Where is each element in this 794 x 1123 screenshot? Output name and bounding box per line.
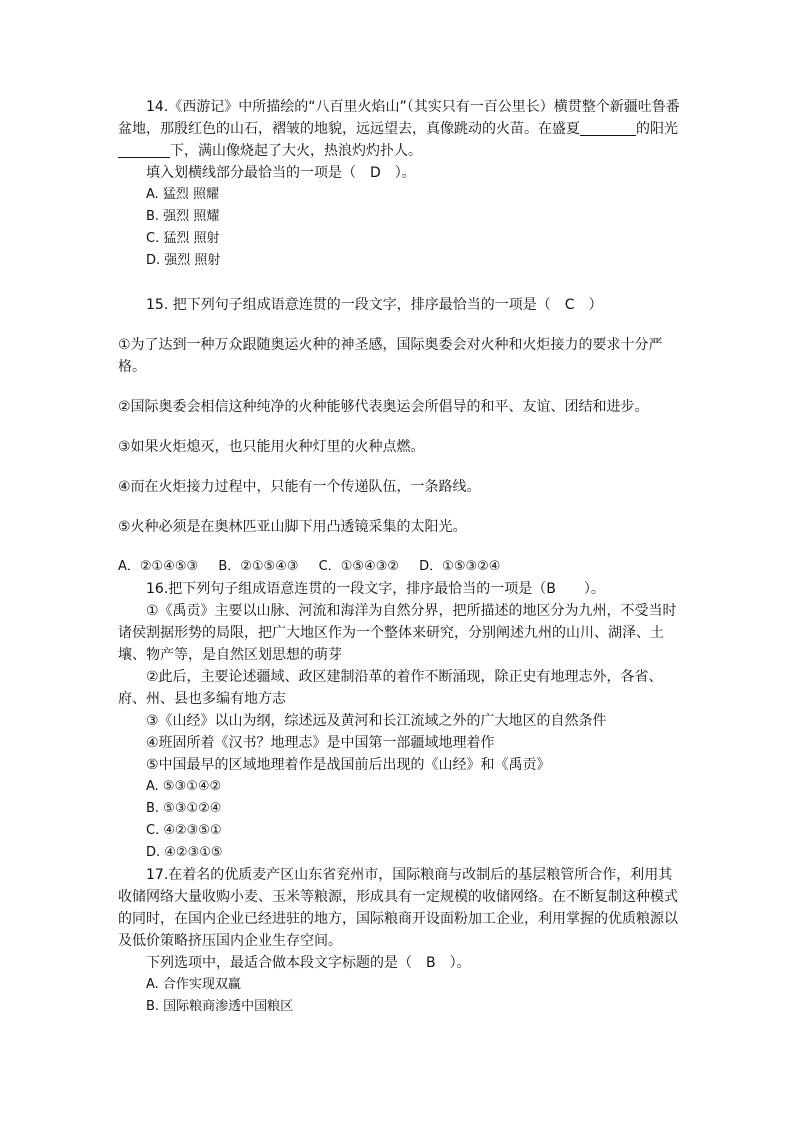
question-15-option-c: C．①⑤④③②	[318, 559, 400, 574]
question-15-option-d: D．①⑤③②④	[419, 559, 501, 574]
question-15-item-5: ⑤火种必须是在奥林匹亚山脚下用凸透镜采集的太阳光。	[118, 519, 467, 535]
question-14-stem	[118, 96, 680, 162]
question-16-item-3: ③《山经》以山为纲，综述远及黄河和长江流域之外的广大地区的自然条件	[146, 713, 607, 729]
spacer	[118, 418, 680, 436]
spacer	[118, 378, 680, 396]
question-17-option-a: A. 合作实现双赢	[146, 977, 241, 992]
question-17-prompt: 下列选项中，最适合做本段文字标题的是（ B ）。	[146, 955, 471, 971]
question-14-option-d: D. 强烈 照射	[146, 253, 221, 268]
question-15-option-a: A．②①④⑤③	[118, 559, 199, 574]
question-16-item-5: ⑤中国最早的区域地理着作是战国前后出现的《山经》和《禹贡》	[146, 757, 551, 773]
blank-1	[580, 119, 636, 136]
question-15-option-b: B．②①⑤④③	[218, 559, 299, 574]
question-14-line1: 14.《西游记》中所描绘的“八百里火焰山”（其实只有一百公里长）横贯整个新疆吐鲁番盆地，那殷红色的山石，褶皱的地貌，远远望去，真像跳动的火苗。在盛夏	[118, 99, 680, 137]
document-content	[118, 96, 680, 1018]
question-16-option-d: D. ④②③①⑤	[146, 845, 223, 860]
question-16-item-4: ④班固所着《汉书？地理志》是中国第一部疆域地理着作	[146, 735, 495, 751]
spacer	[118, 272, 680, 294]
question-17-body: 17.在着名的优质麦产区山东省兖州市，国际粮商与改制后的基层粮管所合作，利用其收储网络大量收购小麦、玉米等粮源，形成具有一定规模的收储网络。在不断复制这种模式的同时，在国内企业已经进驻的地方，国际粮商开设面粉加工企业，利用掌握的优质粮源以及低价策略挤压国内企业生存空间。	[118, 867, 678, 949]
question-14-option-b: B. 强烈 照耀	[146, 209, 220, 224]
blank-2	[118, 141, 170, 158]
spacer	[118, 498, 680, 516]
spacer	[118, 538, 680, 556]
spacer	[118, 458, 680, 476]
question-16-option-b: B. ⑤③①②④	[146, 801, 222, 816]
question-15-options	[118, 556, 680, 578]
question-14-option-a: A. 猛烈 照耀	[146, 187, 220, 202]
question-17-option-b: B. 国际粮商渗透中国粮区	[146, 999, 294, 1014]
question-16-item-2: ②此后，主要论述疆域、政区建制沿革的着作不断涌现，除正史有地理志外，各省、府、州、县也多编有地方志	[118, 669, 663, 707]
question-14-line2-start: 阳光	[650, 121, 678, 137]
question-14-prompt: 填入划横线部分最恰当的一项是（ D ）。	[146, 165, 416, 181]
question-16-prompt: 16.把下列句子组成语意连贯的一段文字，排序最恰当的一项是（B ）。	[146, 581, 605, 597]
question-15-item-1: ①为了达到一种万众跟随奥运火种的神圣感，国际奥委会对火种和火炬接力的要求十分严格。	[118, 337, 663, 375]
question-15-item-3: ③如果火炬熄灭，也只能用火种灯里的火种点燃。	[118, 439, 425, 455]
question-16-option-c: C. ④②③⑤①	[146, 823, 222, 838]
spacer	[118, 316, 680, 334]
question-14-option-c: C. 猛烈 照射	[146, 231, 220, 246]
question-15-item-4: ④而在火炬接力过程中，只能有一个传递队伍，一条路线。	[118, 479, 481, 495]
question-15-item-2: ②国际奥委会相信这种纯净的火种能够代表奥运会所倡导的和平、友谊、团结和进步。	[118, 399, 649, 415]
question-16-option-a: A. ⑤③①④②	[146, 779, 222, 794]
question-14-line1-end: 的	[636, 121, 650, 137]
question-16-item-1: ①《禹贡》主要以山脉、河流和海洋为自然分界，把所描述的地区分为九州，不受当时诸侯割据形势的局限，把广大地区作为一个整体来研究，分别阐述九州的山川、湖泽、土壤、物产等，是自然区划思想的萌芽	[118, 603, 677, 663]
question-15-prompt: 15. 把下列句子组成语意连贯的一段文字，排序最恰当的一项是（ C ）	[146, 297, 603, 313]
question-14-line2-end: 下，满山像烧起了大火，热浪灼灼扑人。	[170, 143, 422, 159]
